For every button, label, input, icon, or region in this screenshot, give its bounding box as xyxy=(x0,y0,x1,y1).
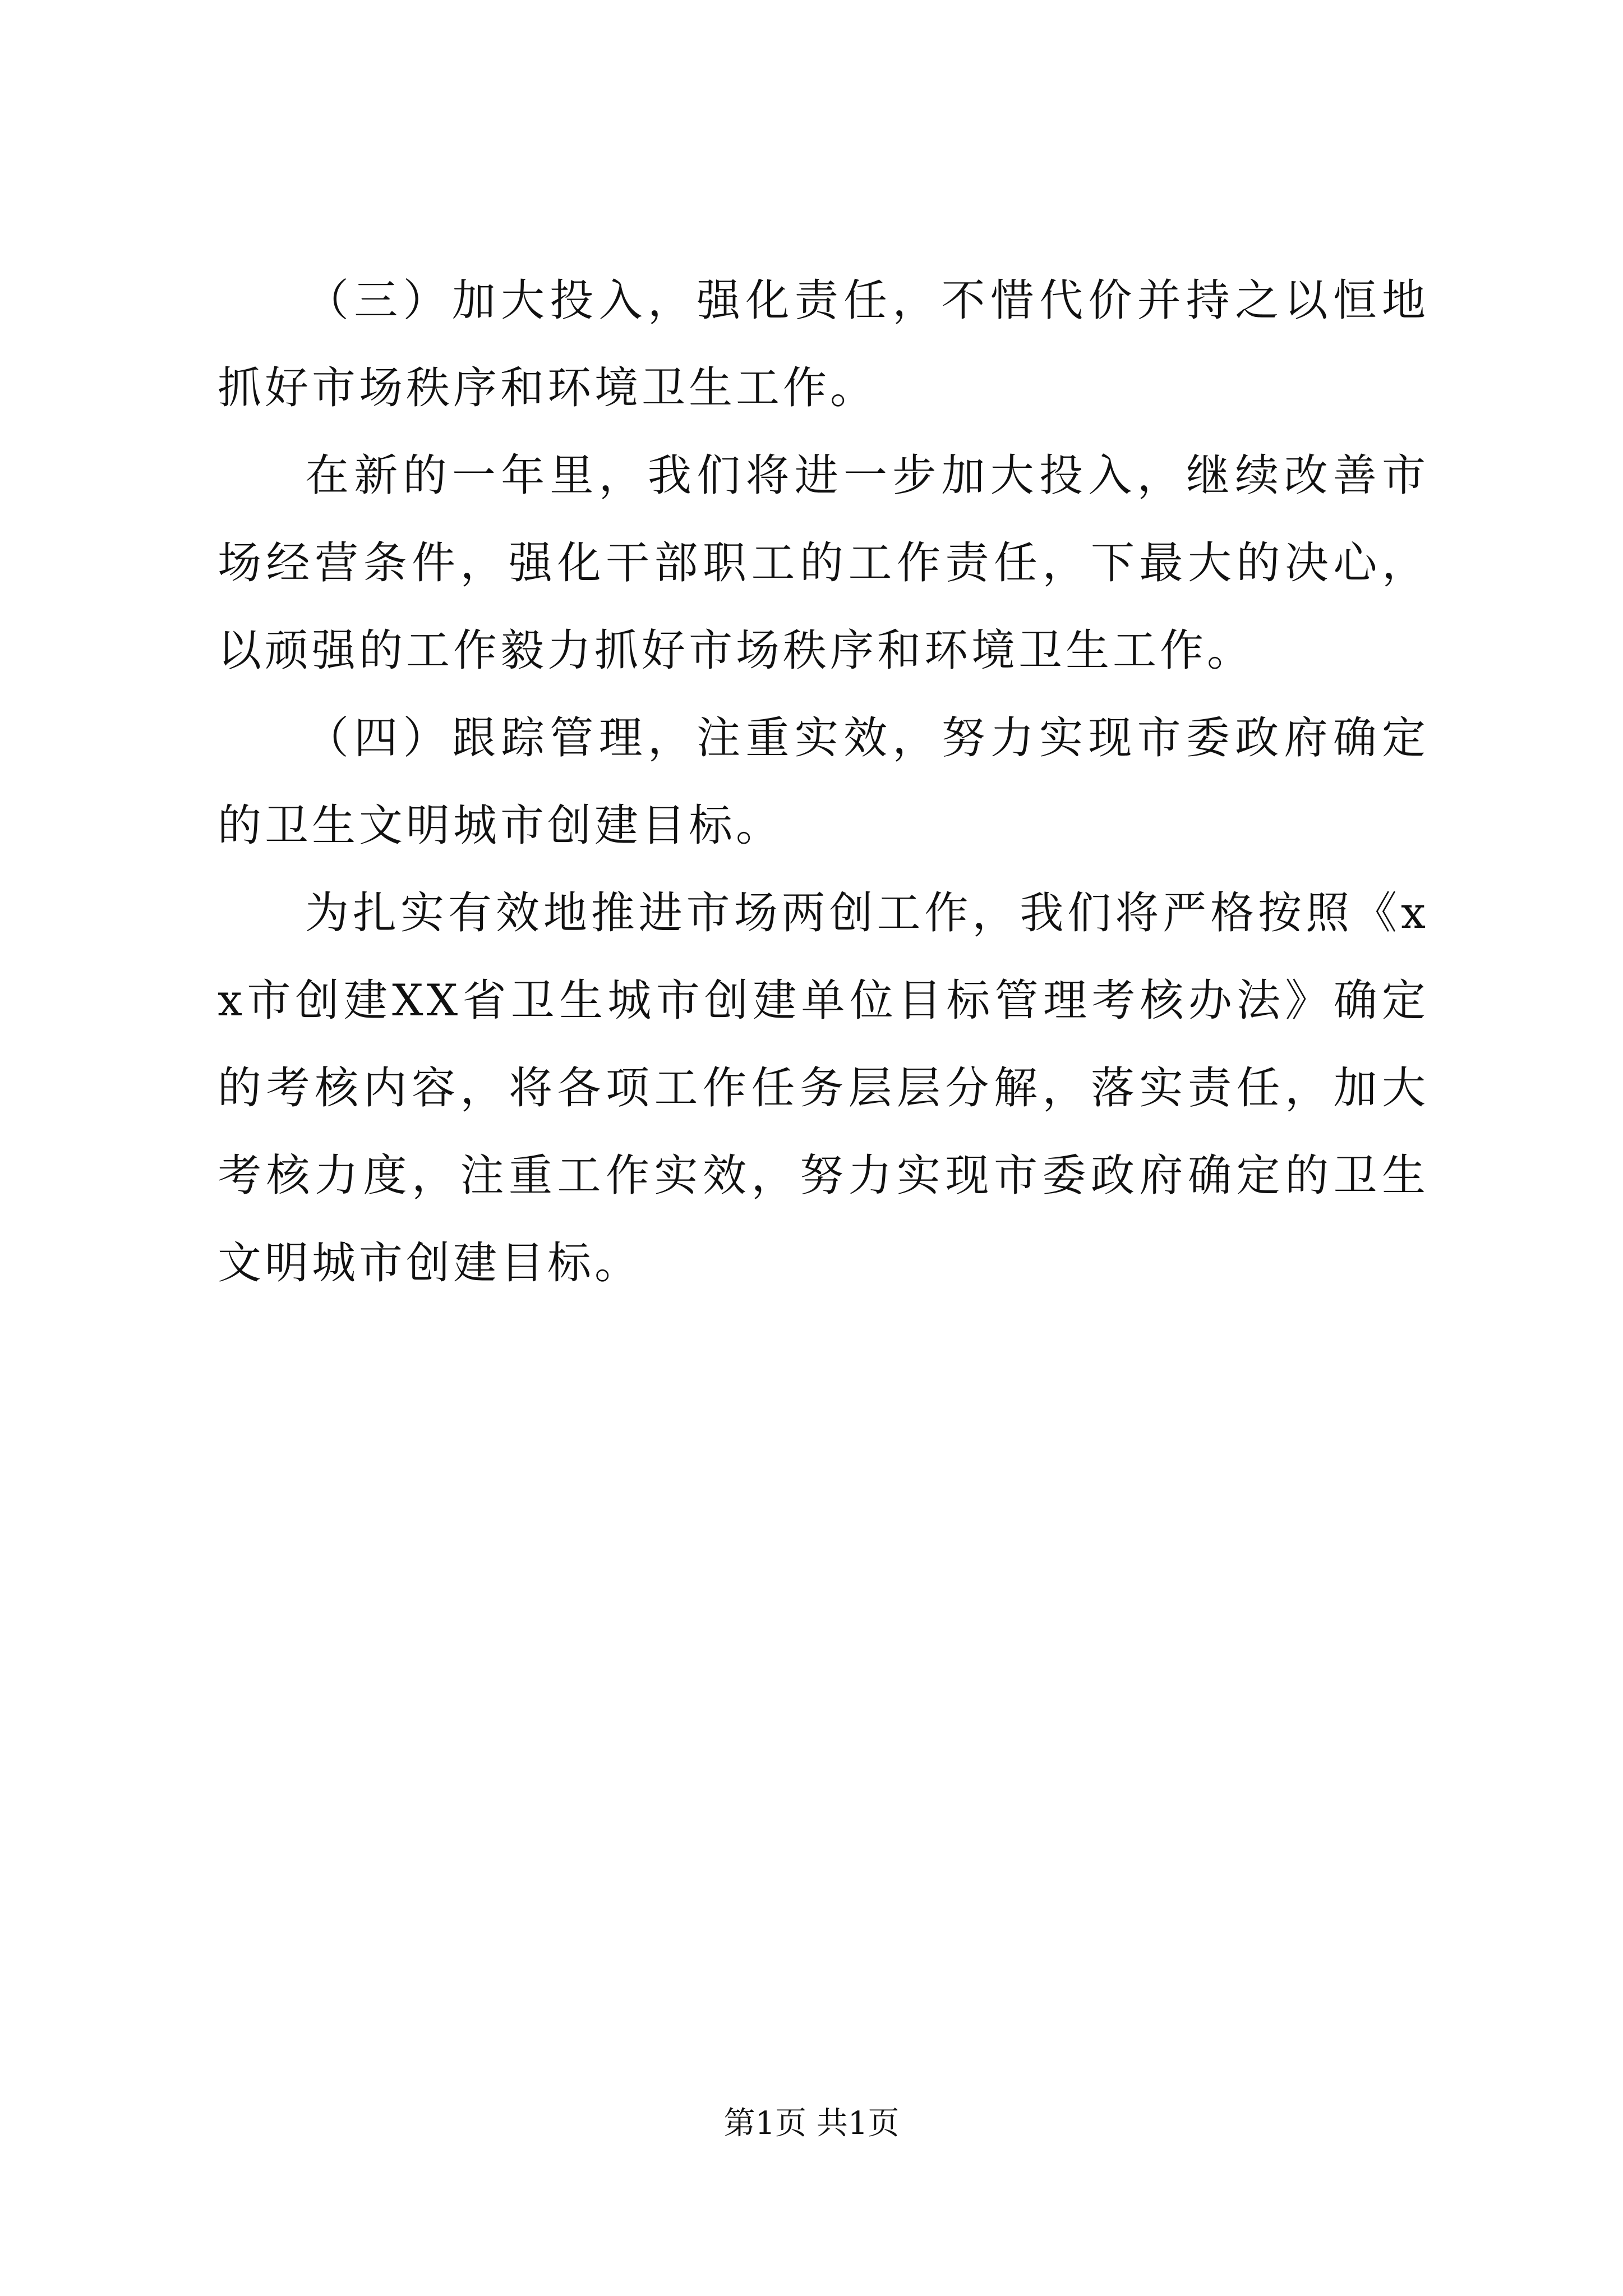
body-paragraph: 在新的一年里，我们将进一步加大投入，继续改善市场经营条件，强化干部职工的工作责任，下最大的决心，以顽强的工作毅力抓好市场秩序和环境卫生工作。 xyxy=(218,450,1429,676)
page-footer: 第1页 共1页 xyxy=(723,2105,900,2142)
document-body xyxy=(218,257,1429,1307)
section-heading-4: （四）跟踪管理，注重实效，努力实现市委政府确定的卫生文明城市创建目标。 xyxy=(218,713,1429,851)
body-paragraph: 为扎实有效地推进市场两创工作，我们将严格按照《xx市创建XX省卫生城市创建单位目标管理考核办法》确定的考核内容，将各项工作任务层层分解，落实责任，加大考核力度，注重工作实效，努力实现市委政府确定的卫生文明城市创建目标。 xyxy=(218,888,1429,1289)
section-heading-3: （三）加大投入，强化责任，不惜代价并持之以恒地抓好市场秩序和环境卫生工作。 xyxy=(218,275,1429,413)
